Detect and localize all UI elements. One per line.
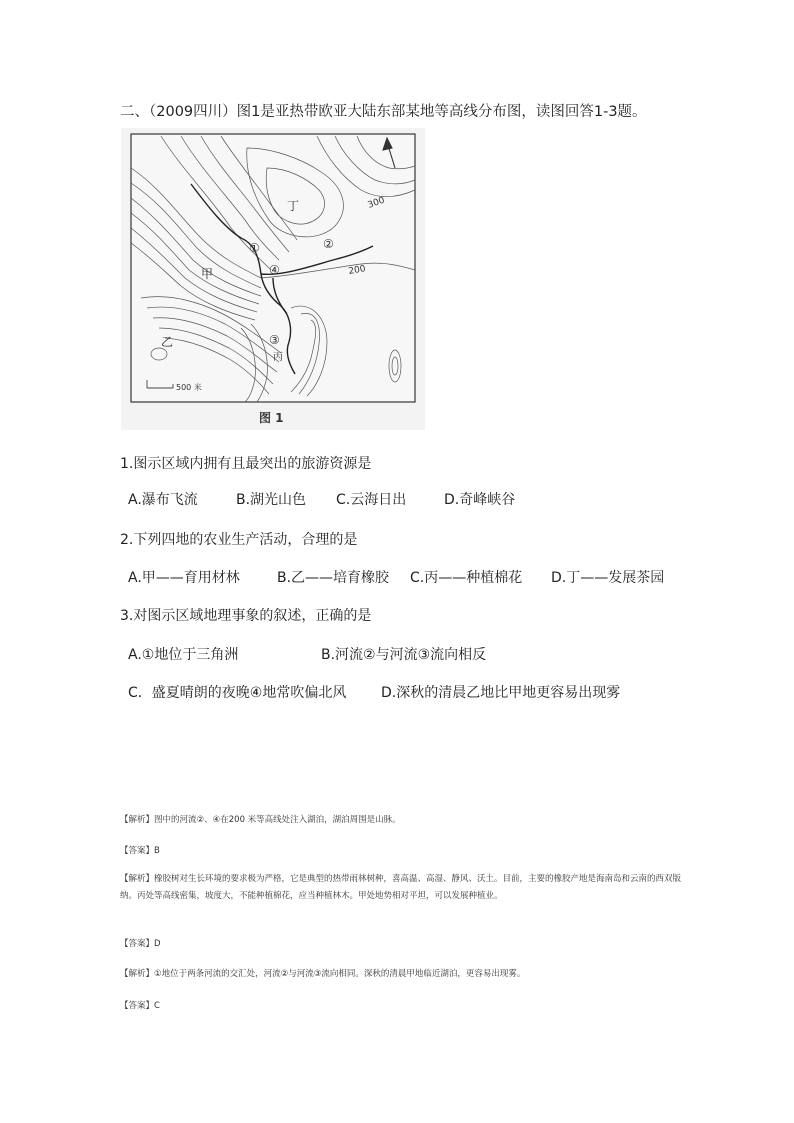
question-3-option-c: C．盛夏晴朗的夜晚④地常吹偏北风 [128, 685, 347, 701]
question-2-option-d: D.丁——发展茶园 [551, 570, 665, 586]
question-1-option-c: C.云海日出 [336, 492, 407, 508]
question-2-option-c: C.丙——种植棉花 [410, 570, 523, 586]
answer-3 [120, 999, 160, 1011]
question-1-option-a: A.瀑布飞流 [128, 492, 198, 508]
question-1-stem: 1.图示区域内拥有且最突出的旅游资源是 [120, 456, 372, 472]
answer-3-value: C [154, 1001, 160, 1011]
question-3-option-a: A.①地位于三角洲 [128, 647, 239, 663]
analysis-1 [120, 813, 401, 825]
place-label-yi: 乙 [161, 335, 174, 349]
marker-2: ② [323, 237, 334, 251]
answer-1-label: 【答案】 [120, 846, 155, 856]
contour-label-200: 200 [347, 264, 367, 277]
analysis-3 [120, 967, 525, 979]
answer-2-value: D [154, 939, 161, 949]
question-2-option-a: A.甲——育用材林 [128, 570, 240, 586]
answer-1-value: B [154, 846, 160, 856]
question-2-option-b: B.乙——培育橡胶 [277, 570, 390, 586]
analysis-3-label: 【解析】 [120, 969, 155, 979]
analysis-3-text: ①地位于两条河流的交汇处，河流②与河流③流向相同。深秋的清晨甲地临近湖泊，更容易出现雾。 [154, 969, 526, 979]
question-1-option-d: D.奇峰峡谷 [444, 492, 516, 508]
question-2-stem: 2.下列四地的农业生产活动，合理的是 [120, 532, 358, 548]
contour-label-300: 300 [366, 195, 387, 211]
scale-label: 500 米 [176, 383, 202, 392]
analysis-2-text: 橡胶树对生长环境的要求极为严格，它是典型的热带雨林树种，喜高温、高湿、静风、沃土。目前，主要的橡胶产地是海南岛和云南的西双版纳。丙处等高线密集，坡度大，不能种植棉花，应当种植林木。甲处地势相对平坦，可以发展种植业。 [120, 874, 682, 901]
contour-map-figure [121, 128, 425, 430]
marker-1: ① [249, 241, 260, 255]
analysis-2-label: 【解析】 [120, 874, 155, 884]
place-label-jia: 甲 [201, 267, 214, 281]
figure-caption: 图 1 [259, 411, 284, 425]
question-3-stem: 3.对图示区域地理事象的叙述，正确的是 [120, 608, 372, 624]
question-3-option-d: D.深秋的清晨乙地比甲地更容易出现雾 [381, 685, 621, 701]
question-1-option-b: B.湖光山色 [236, 492, 307, 508]
answer-2-label: 【答案】 [120, 939, 155, 949]
place-label-ding: 丁 [287, 199, 300, 213]
analysis-2 [120, 871, 695, 905]
question-3-option-b: B.河流②与河流③流向相反 [321, 647, 487, 663]
contour-map [121, 128, 425, 430]
marker-3: ③ [269, 333, 280, 347]
answer-2 [120, 937, 161, 949]
place-label-bing: 丙 [273, 352, 283, 363]
answer-3-label: 【答案】 [120, 1001, 155, 1011]
answer-1 [120, 844, 160, 856]
analysis-1-label: 【解析】 [120, 815, 155, 825]
analysis-1-text: 图中的河流②、④在200 米等高线处注入湖泊，湖泊周围是山脉。 [154, 815, 401, 825]
intro-text: 二、（2009四川）图1是亚热带欧亚大陆东部某地等高线分布图，读图回答1-3题。 [120, 104, 647, 120]
marker-4: ④ [269, 263, 280, 277]
